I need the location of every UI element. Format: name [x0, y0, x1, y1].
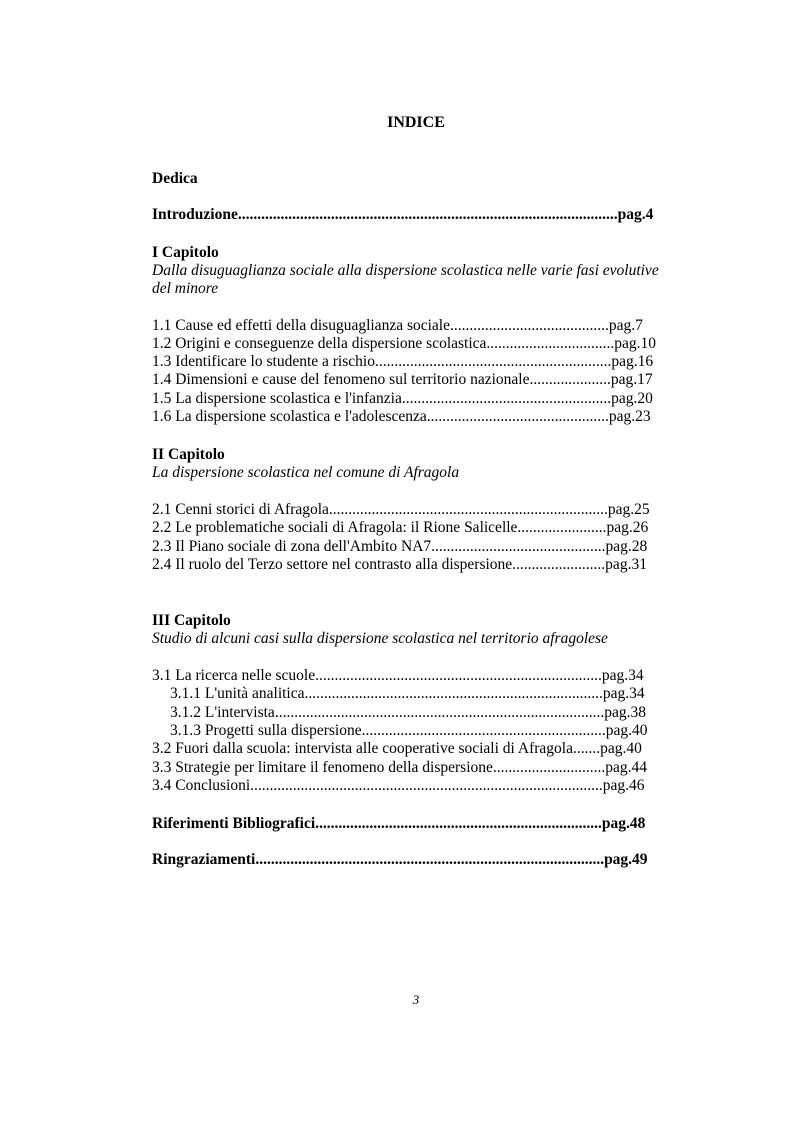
chapter-1-heading: I Capitolo [152, 244, 219, 261]
toc-entry-2-3: 2.3 Il Piano sociale di zona dell'Ambito NA7.............................................pag.28 [152, 538, 648, 555]
page-number: 3 [412, 992, 420, 1007]
chapter-1-subtitle: Dalla disuguaglianza sociale alla dispersione scolastica nelle varie fasi evolutive [152, 262, 659, 279]
toc-introduzione: Introduzione..................................................................................................pag.4 [152, 206, 654, 223]
toc-entry-1-4: 1.4 Dimensioni e cause del fenomeno sul territorio nazionale.....................pag.17 [152, 371, 653, 388]
toc-entry-3-4: 3.4 Conclusioni...........................................................................................pag.46 [152, 777, 645, 794]
chapter-3-heading: III Capitolo [152, 612, 231, 629]
toc-entry-3-1: 3.1 La ricerca nelle scuole..........................................................................pag.34 [152, 667, 644, 684]
toc-entry-2-4: 2.4 Il ruolo del Terzo settore nel contrasto alla dispersione........................pag.31 [152, 556, 647, 573]
toc-entry-1-6: 1.6 La dispersione scolastica e l'adolescenza...............................................pag.23 [152, 408, 651, 425]
toc-entry-3-2: 3.2 Fuori dalla scuola: intervista alle cooperative sociali di Afragola.......pag.40 [152, 740, 642, 757]
chapter-2-subtitle: La dispersione scolastica nel comune di Afragola [152, 464, 460, 481]
chapter-1-subtitle-cont: del minore [152, 280, 219, 297]
toc-entry-3-1-2: 3.1.2 L'intervista.....................................................................................pag.38 [170, 704, 646, 721]
chapter-2-heading: II Capitolo [152, 446, 225, 463]
toc-dedica: Dedica [152, 170, 198, 187]
toc-entry-1-5: 1.5 La dispersione scolastica e l'infanzia......................................................pag.20 [152, 390, 653, 407]
toc-ringraziamenti: Ringraziamenti..........................................................................................pag.49 [152, 851, 648, 868]
toc-entry-1-1: 1.1 Cause ed effetti della disuguaglianza sociale.........................................pag.7 [152, 317, 643, 334]
toc-entry-2-1: 2.1 Cenni storici di Afragola........................................................................pag.25 [152, 501, 650, 518]
toc-entry-3-3: 3.3 Strategie per limitare il fenomeno della dispersione.............................pag.44 [152, 759, 648, 776]
toc-riferimenti: Riferimenti Bibliografici..........................................................................pag.48 [152, 815, 646, 832]
toc-entry-3-1-1: 3.1.1 L'unità analitica.............................................................................pag.34 [170, 685, 645, 702]
toc-entry-1-3: 1.3 Identificare lo studente a rischio.............................................................pag.16 [152, 353, 654, 370]
toc-entry-2-2: 2.2 Le problematiche sociali di Afragola: il Rione Salicelle.......................pag.26 [152, 519, 649, 536]
toc-entry-1-2: 1.2 Origini e conseguenze della dispersione scolastica.................................pag.10 [152, 335, 657, 352]
chapter-3-subtitle: Studio di alcuni casi sulla dispersione scolastica nel territorio afragolese [152, 630, 608, 647]
toc-entry-3-1-3: 3.1.3 Progetti sulla dispersione...............................................................pag.40 [170, 722, 648, 739]
page-title: INDICE [387, 114, 445, 131]
